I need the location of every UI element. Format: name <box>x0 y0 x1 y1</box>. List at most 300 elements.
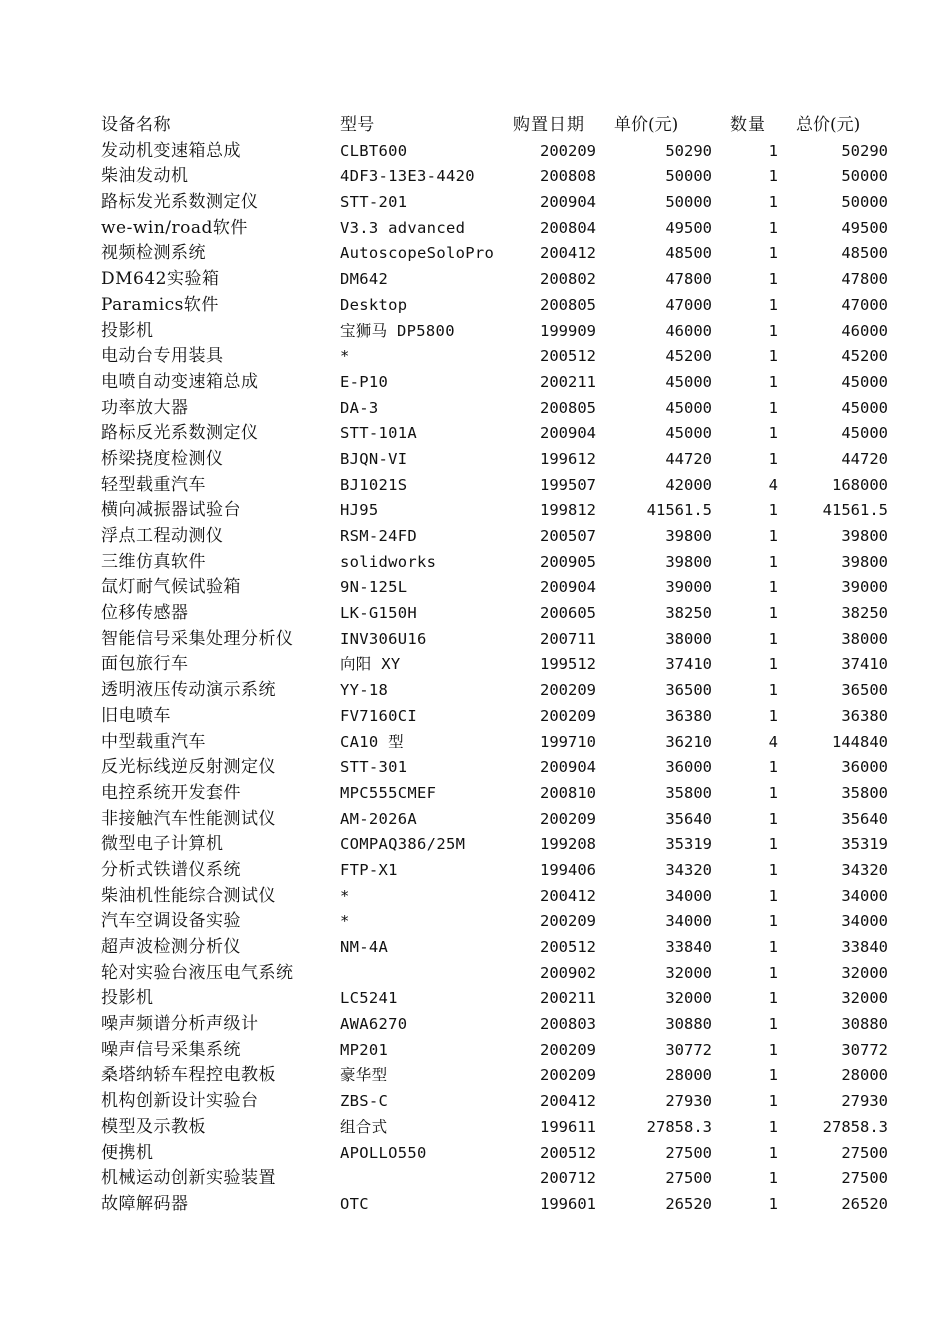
cell-purchase-date: 200512 <box>540 938 596 956</box>
table-row <box>0 216 950 242</box>
cell-purchase-date: 199909 <box>540 321 596 340</box>
cell-purchase-date: 200904 <box>540 578 596 597</box>
cell-total-price: 34320 <box>841 860 888 879</box>
cell-quantity: 1 <box>768 1092 778 1111</box>
table-row <box>0 421 950 447</box>
cell-unit-price: 34000 <box>665 886 712 905</box>
cell-total-price: 45000 <box>841 424 888 443</box>
cell-purchase-date: 199601 <box>540 1194 596 1213</box>
table-row <box>0 1012 950 1038</box>
cell-equipment-name: 横向减振器试验台 <box>101 500 241 521</box>
cell-model: INV306U16 <box>340 629 427 648</box>
cell-equipment-name: 投影机 <box>101 988 154 1009</box>
cell-model: STT-301 <box>340 758 408 777</box>
cell-unit-price: 41561.5 <box>646 501 712 520</box>
table-row <box>0 755 950 781</box>
cell-quantity: 1 <box>768 372 778 391</box>
cell-model: LC5241 <box>340 989 398 1008</box>
table-row <box>0 1063 950 1089</box>
cell-total-price: 47000 <box>841 295 888 314</box>
cell-unit-price: 30880 <box>665 1015 712 1034</box>
header-total-price: 总价(元) <box>796 115 861 135</box>
cell-total-price: 144840 <box>832 732 888 751</box>
cell-model: * <box>340 347 350 366</box>
cell-quantity: 1 <box>768 655 778 674</box>
cell-purchase-date: 200904 <box>540 758 596 777</box>
cell-model: AutoscopeSoloPro <box>340 244 495 263</box>
cell-total-price: 48500 <box>841 244 888 263</box>
table-row <box>0 447 950 473</box>
cell-model: 4DF3-13E3-4420 <box>340 167 475 186</box>
cell-unit-price: 38000 <box>665 629 712 648</box>
cell-model: FTP-X1 <box>340 860 398 879</box>
cell-model: 豪华型 <box>340 1066 388 1085</box>
cell-unit-price: 47000 <box>665 295 712 314</box>
cell-model: ZBS-C <box>340 1092 389 1111</box>
cell-quantity: 1 <box>768 1169 778 1188</box>
cell-purchase-date: 200209 <box>540 1040 596 1059</box>
table-row <box>0 627 950 653</box>
cell-purchase-date: 200804 <box>540 218 596 237</box>
table-row <box>0 781 950 807</box>
cell-total-price: 36500 <box>841 681 888 700</box>
header-purchase-date: 购置日期 <box>513 115 585 135</box>
cell-quantity: 1 <box>768 886 778 905</box>
table-row <box>0 1115 950 1141</box>
table-header-row <box>0 113 950 139</box>
table-row <box>0 344 950 370</box>
cell-quantity: 1 <box>768 1117 778 1136</box>
cell-model: Desktop <box>340 295 408 314</box>
cell-unit-price: 50000 <box>665 167 712 186</box>
cell-total-price: 39800 <box>841 527 888 545</box>
cell-total-price: 33840 <box>841 938 888 956</box>
cell-equipment-name: 汽车空调设备实验 <box>101 911 241 932</box>
cell-unit-price: 28000 <box>665 1066 712 1085</box>
cell-equipment-name: 柴油机性能综合测试仪 <box>101 885 276 906</box>
cell-unit-price: 36210 <box>665 732 712 751</box>
table-row <box>0 652 950 678</box>
cell-equipment-name: 轮对实验台液压电气系统 <box>101 962 294 983</box>
cell-purchase-date: 200902 <box>540 963 596 982</box>
cell-model: FV7160CI <box>340 706 418 725</box>
cell-quantity: 1 <box>768 398 778 417</box>
cell-purchase-date: 199612 <box>540 449 596 468</box>
cell-total-price: 26520 <box>841 1194 888 1213</box>
cell-model: BJ1021S <box>340 475 408 494</box>
cell-quantity: 1 <box>768 218 778 237</box>
cell-unit-price: 34000 <box>665 912 712 931</box>
cell-equipment-name: 浮点工程动测仪 <box>101 526 224 546</box>
cell-unit-price: 36500 <box>665 681 712 700</box>
cell-unit-price: 38250 <box>665 604 712 623</box>
cell-total-price: 45000 <box>841 372 888 391</box>
table-row <box>0 1089 950 1115</box>
cell-equipment-name: 智能信号采集处理分析仪 <box>101 628 294 649</box>
cell-equipment-name: 柴油发动机 <box>101 166 189 187</box>
cell-quantity: 1 <box>768 1194 778 1213</box>
cell-equipment-name: 路标反光系数测定仪 <box>101 423 259 444</box>
cell-purchase-date: 199812 <box>540 501 596 520</box>
cell-model: 向阳 XY <box>340 655 401 674</box>
cell-purchase-date: 199611 <box>540 1117 596 1136</box>
cell-quantity: 1 <box>768 1066 778 1085</box>
cell-model: HJ95 <box>340 501 379 520</box>
table-row <box>0 678 950 704</box>
cell-quantity: 1 <box>768 347 778 366</box>
cell-total-price: 30880 <box>841 1015 888 1034</box>
cell-purchase-date: 200712 <box>540 1169 596 1188</box>
cell-purchase-date: 200209 <box>540 912 596 931</box>
cell-unit-price: 50290 <box>665 141 712 160</box>
cell-total-price: 36380 <box>841 706 888 725</box>
cell-quantity: 1 <box>768 706 778 725</box>
equipment-table <box>0 113 950 1218</box>
cell-model: MPC555CMEF <box>340 783 437 802</box>
cell-unit-price: 32000 <box>665 963 712 982</box>
cell-total-price: 36000 <box>841 758 888 777</box>
cell-total-price: 27858.3 <box>822 1117 888 1136</box>
cell-quantity: 1 <box>768 449 778 468</box>
cell-equipment-name: 氙灯耐气候试验箱 <box>101 577 241 598</box>
cell-unit-price: 47800 <box>665 270 712 289</box>
cell-equipment-name: 旧电喷车 <box>101 705 171 726</box>
cell-purchase-date: 200605 <box>540 604 596 623</box>
cell-purchase-date: 199208 <box>540 835 596 854</box>
cell-quantity: 1 <box>768 244 778 263</box>
table-row <box>0 1038 950 1064</box>
cell-unit-price: 44720 <box>665 449 712 468</box>
cell-quantity: 1 <box>768 167 778 186</box>
cell-purchase-date: 200805 <box>540 295 596 314</box>
cell-purchase-date: 200904 <box>540 193 596 212</box>
cell-total-price: 50000 <box>841 167 888 186</box>
cell-purchase-date: 200412 <box>540 244 596 263</box>
header-unit-price: 单价(元) <box>614 115 679 135</box>
cell-unit-price: 50000 <box>665 193 712 212</box>
cell-total-price: 27930 <box>841 1092 888 1111</box>
cell-equipment-name: DM642实验箱 <box>101 269 220 290</box>
cell-unit-price: 35800 <box>665 783 712 802</box>
cell-purchase-date: 200808 <box>540 167 596 186</box>
cell-total-price: 50290 <box>841 141 888 160</box>
cell-equipment-name: 位移传感器 <box>101 603 189 624</box>
table-row <box>0 190 950 216</box>
cell-model: * <box>340 886 350 905</box>
cell-purchase-date: 200209 <box>540 681 596 700</box>
cell-quantity: 1 <box>768 1040 778 1059</box>
cell-quantity: 1 <box>768 989 778 1008</box>
cell-model: BJQN-VI <box>340 449 408 468</box>
cell-equipment-name: 噪声频谱分析声级计 <box>101 1014 259 1035</box>
cell-model: APOLLO550 <box>340 1143 427 1162</box>
cell-model: E-P10 <box>340 372 389 391</box>
cell-total-price: 39800 <box>841 552 888 571</box>
cell-quantity: 1 <box>768 424 778 443</box>
cell-total-price: 39000 <box>841 578 888 597</box>
cell-equipment-name: 桥梁挠度检测仪 <box>101 448 224 469</box>
cell-total-price: 45200 <box>841 347 888 366</box>
cell-model: 9N-125L <box>340 578 408 597</box>
cell-quantity: 1 <box>768 629 778 648</box>
table-row <box>0 319 950 345</box>
table-row <box>0 832 950 858</box>
cell-equipment-name: 分析式铁谱仪系统 <box>101 859 241 880</box>
cell-unit-price: 42000 <box>665 475 712 494</box>
cell-model: AWA6270 <box>340 1015 408 1034</box>
table-row <box>0 267 950 293</box>
header-equipment-name: 设备名称 <box>101 115 171 135</box>
cell-unit-price: 45000 <box>665 372 712 391</box>
cell-quantity: 1 <box>768 578 778 597</box>
cell-model: STT-201 <box>340 193 408 212</box>
cell-model: CA10 型 <box>340 732 404 751</box>
table-row <box>0 807 950 833</box>
table-row <box>0 396 950 422</box>
cell-purchase-date: 200803 <box>540 1015 596 1034</box>
cell-purchase-date: 199406 <box>540 860 596 879</box>
table-row <box>0 909 950 935</box>
cell-total-price: 30772 <box>841 1040 888 1059</box>
cell-total-price: 50000 <box>841 193 888 212</box>
table-row <box>0 370 950 396</box>
cell-unit-price: 45000 <box>665 398 712 417</box>
cell-model: solidworks <box>340 552 437 571</box>
cell-equipment-name: 反光标线逆反射测定仪 <box>101 757 276 778</box>
cell-equipment-name: 机构创新设计实验台 <box>101 1091 259 1112</box>
cell-unit-price: 35640 <box>665 809 712 828</box>
cell-total-price: 49500 <box>841 218 888 237</box>
cell-model: RSM-24FD <box>340 527 418 545</box>
table-row <box>0 550 950 576</box>
cell-total-price: 47800 <box>841 270 888 289</box>
cell-quantity: 1 <box>768 193 778 212</box>
cell-equipment-name: 噪声信号采集系统 <box>101 1039 241 1060</box>
cell-quantity: 1 <box>768 912 778 931</box>
table-row <box>0 139 950 165</box>
cell-unit-price: 36380 <box>665 706 712 725</box>
header-quantity: 数量 <box>730 115 766 135</box>
cell-quantity: 1 <box>768 270 778 289</box>
cell-total-price: 27500 <box>841 1169 888 1188</box>
cell-unit-price: 45000 <box>665 424 712 443</box>
cell-model: DA-3 <box>340 398 379 417</box>
cell-equipment-name: 投影机 <box>101 320 154 341</box>
table-row <box>0 164 950 190</box>
table-row <box>0 1166 950 1192</box>
cell-equipment-name: 功率放大器 <box>101 397 189 418</box>
cell-purchase-date: 200209 <box>540 141 596 160</box>
cell-quantity: 1 <box>768 860 778 879</box>
cell-unit-price: 27500 <box>665 1143 712 1162</box>
cell-purchase-date: 200507 <box>540 527 596 545</box>
cell-unit-price: 27858.3 <box>646 1117 712 1136</box>
cell-total-price: 38000 <box>841 629 888 648</box>
cell-quantity: 1 <box>768 141 778 160</box>
table-row <box>0 293 950 319</box>
table-row <box>0 1141 950 1167</box>
cell-quantity: 1 <box>768 758 778 777</box>
cell-unit-price: 35319 <box>665 835 712 854</box>
cell-purchase-date: 199512 <box>540 655 596 674</box>
cell-unit-price: 26520 <box>665 1194 712 1213</box>
cell-equipment-name: 路标发光系数测定仪 <box>101 192 259 213</box>
cell-total-price: 45000 <box>841 398 888 417</box>
cell-equipment-name: 透明液压传动演示系统 <box>101 680 276 701</box>
cell-total-price: 28000 <box>841 1066 888 1085</box>
cell-unit-price: 45200 <box>665 347 712 366</box>
cell-quantity: 1 <box>768 604 778 623</box>
cell-total-price: 32000 <box>841 989 888 1008</box>
cell-model: MP201 <box>340 1040 389 1059</box>
cell-quantity: 1 <box>768 501 778 520</box>
cell-unit-price: 34320 <box>665 860 712 879</box>
cell-purchase-date: 199507 <box>540 475 596 494</box>
cell-equipment-name: 面包旅行车 <box>101 654 189 675</box>
cell-total-price: 168000 <box>832 475 888 494</box>
cell-model: * <box>340 912 350 931</box>
table-row <box>0 986 950 1012</box>
cell-unit-price: 49500 <box>665 218 712 237</box>
cell-total-price: 34000 <box>841 912 888 931</box>
cell-purchase-date: 200802 <box>540 270 596 289</box>
cell-total-price: 44720 <box>841 449 888 468</box>
cell-total-price: 35319 <box>841 835 888 854</box>
table-row <box>0 524 950 550</box>
cell-equipment-name: 模型及示教板 <box>101 1116 206 1137</box>
cell-purchase-date: 200512 <box>540 347 596 366</box>
cell-purchase-date: 200211 <box>540 372 596 391</box>
table-row <box>0 498 950 524</box>
table-row <box>0 884 950 910</box>
cell-model: LK-G150H <box>340 604 418 623</box>
cell-unit-price: 27500 <box>665 1169 712 1188</box>
cell-unit-price: 46000 <box>665 321 712 340</box>
cell-equipment-name: 机械运动创新实验装置 <box>101 1168 276 1189</box>
table-row <box>0 575 950 601</box>
cell-equipment-name: 三维仿真软件 <box>101 551 206 572</box>
cell-model: 组合式 <box>340 1117 388 1136</box>
cell-purchase-date: 200412 <box>540 886 596 905</box>
table-row <box>0 241 950 267</box>
cell-purchase-date: 200905 <box>540 552 596 571</box>
cell-quantity: 1 <box>768 809 778 828</box>
cell-purchase-date: 200904 <box>540 424 596 443</box>
cell-purchase-date: 200810 <box>540 783 596 802</box>
cell-model: NM-4A <box>340 938 389 956</box>
cell-purchase-date: 200805 <box>540 398 596 417</box>
cell-equipment-name: Paramics软件 <box>101 294 219 315</box>
cell-model: 宝狮马 DP5800 <box>340 321 455 340</box>
cell-model: COMPAQ386/25M <box>340 835 466 854</box>
cell-purchase-date: 200209 <box>540 809 596 828</box>
cell-unit-price: 30772 <box>665 1040 712 1059</box>
cell-equipment-name: we-win/road软件 <box>101 217 248 238</box>
cell-quantity: 1 <box>768 783 778 802</box>
table-row <box>0 473 950 499</box>
table-body <box>0 139 950 1218</box>
cell-total-price: 46000 <box>841 321 888 340</box>
cell-model: YY-18 <box>340 681 389 700</box>
cell-unit-price: 36000 <box>665 758 712 777</box>
cell-purchase-date: 200209 <box>540 1066 596 1085</box>
cell-purchase-date: 200711 <box>540 629 596 648</box>
cell-purchase-date: 199710 <box>540 732 596 751</box>
cell-unit-price: 33840 <box>665 938 712 956</box>
cell-total-price: 37410 <box>841 655 888 674</box>
cell-unit-price: 39800 <box>665 527 712 545</box>
table-row <box>0 935 950 961</box>
cell-equipment-name: 视频检测系统 <box>101 243 206 264</box>
cell-equipment-name: 非接触汽车性能测试仪 <box>101 808 276 829</box>
table-row <box>0 730 950 756</box>
cell-unit-price: 39000 <box>665 578 712 597</box>
table-row <box>0 1192 950 1218</box>
cell-unit-price: 48500 <box>665 244 712 263</box>
cell-total-price: 32000 <box>841 963 888 982</box>
header-model: 型号 <box>340 115 375 135</box>
cell-quantity: 4 <box>768 475 778 494</box>
cell-equipment-name: 电控系统开发套件 <box>101 782 241 803</box>
cell-equipment-name: 桑塔纳轿车程控电教板 <box>101 1065 276 1086</box>
cell-quantity: 1 <box>768 681 778 700</box>
cell-total-price: 35640 <box>841 809 888 828</box>
table-row <box>0 961 950 987</box>
cell-quantity: 1 <box>768 527 778 545</box>
cell-equipment-name: 中型载重汽车 <box>101 731 206 752</box>
cell-total-price: 35800 <box>841 783 888 802</box>
cell-total-price: 41561.5 <box>822 501 888 520</box>
cell-total-price: 34000 <box>841 886 888 905</box>
cell-equipment-name: 故障解码器 <box>101 1193 189 1214</box>
cell-quantity: 1 <box>768 835 778 854</box>
cell-quantity: 4 <box>768 732 778 751</box>
cell-quantity: 1 <box>768 963 778 982</box>
cell-unit-price: 39800 <box>665 552 712 571</box>
table-row <box>0 601 950 627</box>
cell-equipment-name: 便携机 <box>101 1142 154 1163</box>
cell-total-price: 27500 <box>841 1143 888 1162</box>
cell-unit-price: 27930 <box>665 1092 712 1111</box>
cell-equipment-name: 轻型载重汽车 <box>101 474 206 495</box>
cell-equipment-name: 发动机变速箱总成 <box>101 140 241 161</box>
cell-equipment-name: 超声波检测分析仪 <box>101 937 241 957</box>
cell-equipment-name: 微型电子计算机 <box>101 834 224 855</box>
cell-unit-price: 37410 <box>665 655 712 674</box>
cell-quantity: 1 <box>768 1143 778 1162</box>
cell-unit-price: 32000 <box>665 989 712 1008</box>
cell-total-price: 38250 <box>841 604 888 623</box>
cell-purchase-date: 200211 <box>540 989 596 1008</box>
cell-purchase-date: 200209 <box>540 706 596 725</box>
cell-model: V3.3 advanced <box>340 218 466 237</box>
cell-model: CLBT600 <box>340 141 408 160</box>
cell-equipment-name: 电动台专用装具 <box>101 346 224 367</box>
table-row <box>0 704 950 730</box>
cell-quantity: 1 <box>768 1015 778 1034</box>
cell-equipment-name: 电喷自动变速箱总成 <box>101 371 259 392</box>
cell-model: DM642 <box>340 270 389 289</box>
cell-model: AM-2026A <box>340 809 418 828</box>
cell-quantity: 1 <box>768 295 778 314</box>
cell-quantity: 1 <box>768 938 778 956</box>
cell-model: STT-101A <box>340 424 418 443</box>
cell-quantity: 1 <box>768 321 778 340</box>
cell-model: OTC <box>340 1194 369 1213</box>
cell-purchase-date: 200412 <box>540 1092 596 1111</box>
table-row <box>0 858 950 884</box>
cell-quantity: 1 <box>768 552 778 571</box>
